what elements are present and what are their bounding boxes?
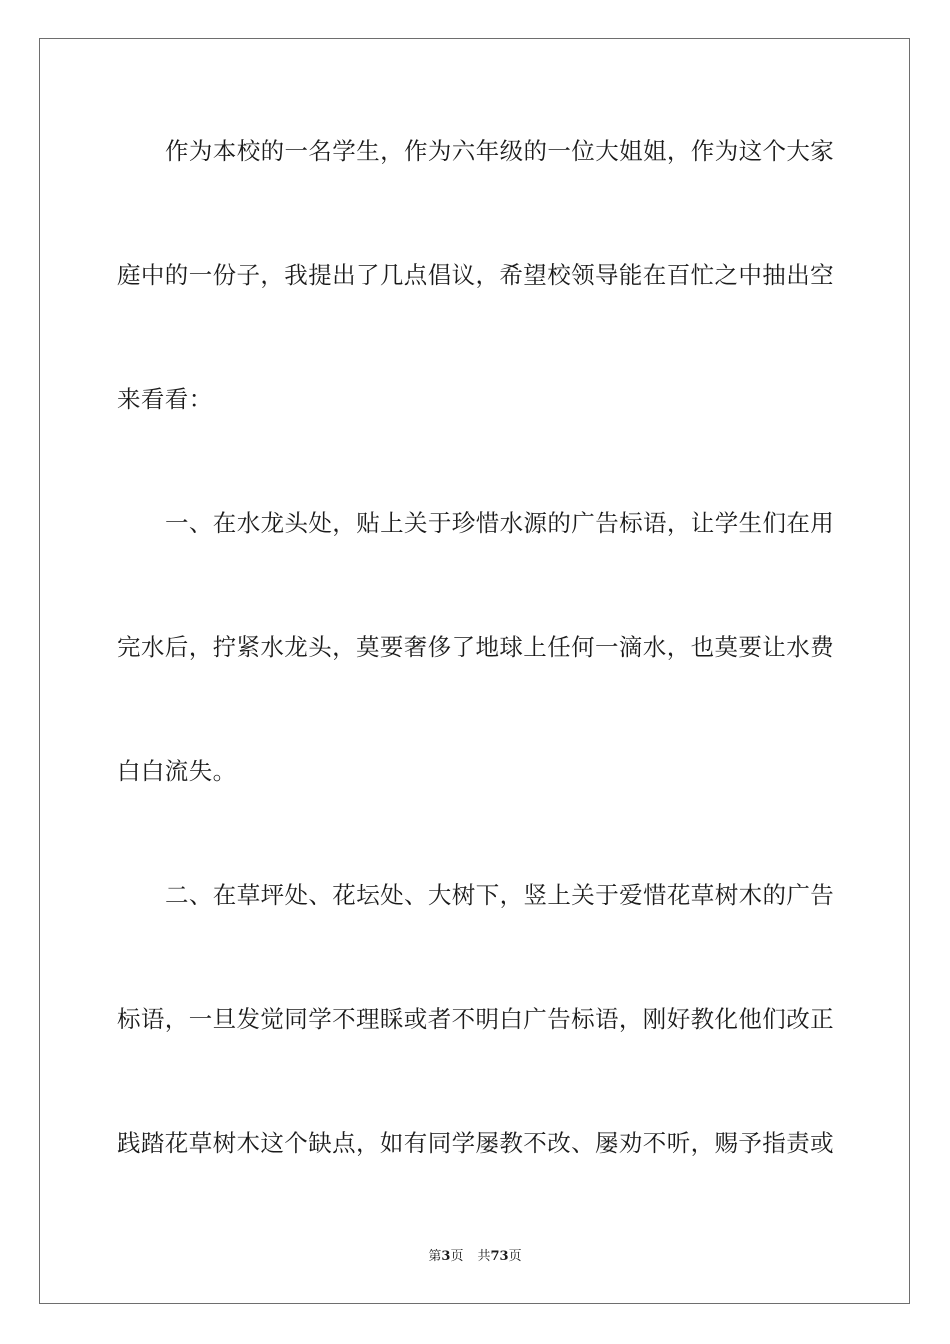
paragraph-3-line-1: 二、在草坪处、花坛处、大树下，竖上关于爱惜花草树木的广告 <box>165 881 835 909</box>
page-suffix: 页 <box>450 1249 464 1264</box>
paragraph-1-line-1: 作为本校的一名学生，作为六年级的一位大姐姐，作为这个大家 <box>165 137 835 165</box>
paragraph-3-line-2: 标语，一旦发觉同学不理睬或者不明白广告标语，刚好教化他们改正 <box>117 1005 834 1033</box>
paragraph-1-line-2: 庭中的一份子，我提出了几点倡议，希望校领导能在百忙之中抽出空 <box>117 261 834 289</box>
paragraph-1-line-3: 来看看： <box>117 385 213 413</box>
total-prefix: 共 <box>477 1249 491 1264</box>
total-suffix: 页 <box>508 1249 522 1264</box>
page-prefix: 第 <box>428 1249 442 1264</box>
page-footer <box>0 1248 950 1266</box>
page-frame <box>39 38 910 1304</box>
paragraph-3-line-3: 践踏花草树木这个缺点，如有同学屡教不改、屡劝不听，赐予指责或 <box>117 1129 834 1157</box>
page-number: 3 <box>441 1249 451 1264</box>
paragraph-2-line-1: 一、在水龙头处，贴上关于珍惜水源的广告标语，让学生们在用 <box>165 509 835 537</box>
total-pages: 73 <box>490 1249 509 1264</box>
paragraph-2-line-2: 完水后，拧紧水龙头，莫要奢侈了地球上任何一滴水，也莫要让水费 <box>117 633 834 661</box>
paragraph-2-line-3: 白白流失。 <box>117 757 237 785</box>
